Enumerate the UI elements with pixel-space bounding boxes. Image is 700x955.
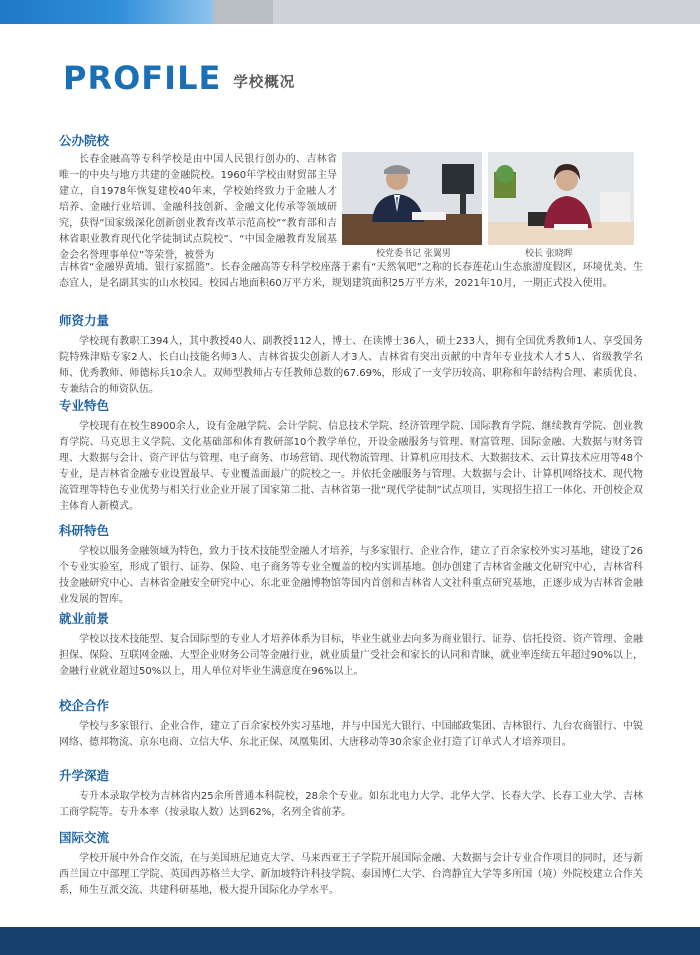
intro-text-a: 长春金融高等专科学校是由中国人民银行创办的、吉林省唯一的中央与地方共建的金融院校。1960年学校由财贸部主导建立，自1978年恢复建校40年来，学校始终致力于金融人才培养、金融行业培训、金融科技创新、金融文化传承等领域研究，获得“国家级深化创新创业教育改革示范高校”“教育部和吉林省职业教育现代化学徒制试点院校”、“中国金融教育发展基金会名誉理事单位”等荣誉，被誉为 xyxy=(59,154,337,261)
section-title: 国际交流 xyxy=(59,830,110,845)
section-cooperation xyxy=(59,697,643,751)
section-title: 就业前景 xyxy=(59,611,110,626)
page-title: PROFILE xyxy=(63,59,222,97)
further-study-text: 专升本录取学校为吉林省内25余所普通本科院校，28余个专业。如东北电力大学、北华大学、长春大学、长春工业大学、吉林工商学院等。专升本率（按录取人数）达到62%，名列全省前茅。 xyxy=(59,791,643,818)
faculty-text: 学校现有教职工394人，其中教授40人、副教授112人，博士、在读博士36人，硕士233人，拥有全国优秀教师1人、享受国务院特殊津贴专家2人、长白山技能名师3人、吉林省拔尖创新人才3人、吉林省有突出贡献的中青年专业技术人才5人、省级教学名师、优秀教师、师德标兵10余人。双师型教师占专任教师总数的67.69%，形成了一支学历较高、职称和年龄结构合理、素质优良、专兼结合的师资队伍。 xyxy=(59,336,643,395)
international-text: 学校开展中外合作交流，在与美国班尼迪克大学、马来西亚王子学院开展国际金融、大数据与会计专业合作项目的同时，还与新西兰国立中部理工学院、英国西苏格兰大学、新加坡特许科技学院、泰国博仁大学、台湾静宜大学等多所国（境）外院校建立合作关系，师生互派交流、共建科研基地，极大提升国际化办学水平。 xyxy=(59,853,643,896)
intro-text-b: 吉林省“金融界黄埔、银行家摇篮”。长春金融高等专科学校座落于素有“天然氧吧”之称的长春莲花山生态旅游度假区，环境优美、生态宜人，是名副其实的山水校园。校园占地面积60万平方米，规划建筑面积25万平方米，2021年10月，一期正式投入使用。 xyxy=(59,262,643,289)
president-photo xyxy=(488,152,634,245)
photo-caption-secretary: 校党委书记 张翼男 xyxy=(376,249,451,259)
section-title: 师资力量 xyxy=(59,313,110,328)
top-gray-bar xyxy=(213,0,700,24)
page-header xyxy=(63,56,295,96)
majors-text: 学校现有在校生8900余人，设有金融学院、会计学院、信息技术学院、经济管理学院、国际教育学院、继续教育学院、创业教育学院、马克思主义学院、文化基础部和体育教研部10个教学单位，开设金融服务与管理、财富管理、国际金融、大数据与财务管理、大数据与会计、资产评估与管理、电子商务、市场营销、现代物流管理、计算机应用技术、大数据技术、云计算技术应用等48个专业，是吉林省金融专业设置最早、专业覆盖面最广的院校之一。并依托金融服务与管理、大数据与会计、计算机网络技术、现代物流管理等特色专业优势与相关行业企业开展了国家第二批、吉林省第一批“现代学徒制”试点项目，实现招生招工一体化、开创校企双主体育人新模式。 xyxy=(59,421,643,512)
section-title: 科研特色 xyxy=(59,523,110,538)
party-secretary-photo xyxy=(342,152,482,245)
section-title: 校企合作 xyxy=(59,698,110,713)
section-title: 升学深造 xyxy=(59,768,110,783)
top-accent-bar xyxy=(0,0,213,24)
page-subtitle: 学校概况 xyxy=(233,75,296,91)
photo-caption-president: 校长 张晓晖 xyxy=(525,249,573,259)
employment-text: 学校以技术技能型、复合国际型的专业人才培养体系为目标，毕业生就业去向多为商业银行、证券、信托投资、资产管理、金融担保、保险、互联网金融、大型企业财务公司等金融行业，就业质量广受社会和家长的认同和青睐，就业率连续五年超过90%以上，金融行业就业超过50%以上，用人单位对毕业生满意度在96%以上。 xyxy=(59,634,643,677)
footer-band xyxy=(0,927,700,955)
intro-paragraph-part-2 xyxy=(59,260,643,292)
section-majors xyxy=(59,397,643,515)
section-public-school xyxy=(59,132,643,154)
section-title: 公办院校 xyxy=(59,133,110,148)
cooperation-text: 学校与多家银行、企业合作，建立了百余家校外实习基地，并与中国光大银行、中国邮政集团、吉林银行、九台农商银行、中锐网络、德邦物流、京东电商、立信大华、东北正保、凤凰集团、大唐移动等30余家企业打造了订单式人才培养项目。 xyxy=(59,721,643,748)
section-faculty xyxy=(59,312,643,398)
section-further-study xyxy=(59,767,643,821)
section-title: 专业特色 xyxy=(59,398,110,413)
research-text: 学校以服务金融领域为特色，致力于技术技能型金融人才培养，与多家银行、企业合作，建立了百余家校外实习基地，建设了26个专业实验室，形成了银行、证券、保险、电子商务等专业全覆盖的校内实训基地。创办创建了吉林省金融文化研究中心，吉林省科技金融研究中心、吉林省金融安全研究中心、东北亚金融博物馆等国内首创和吉林省人文社科重点研究基地，正逐步成为吉林省金融业发展的智库。 xyxy=(59,546,643,605)
section-international xyxy=(59,829,643,899)
intro-paragraph-part-1 xyxy=(59,152,337,264)
section-employment xyxy=(59,610,643,680)
section-research xyxy=(59,522,643,608)
